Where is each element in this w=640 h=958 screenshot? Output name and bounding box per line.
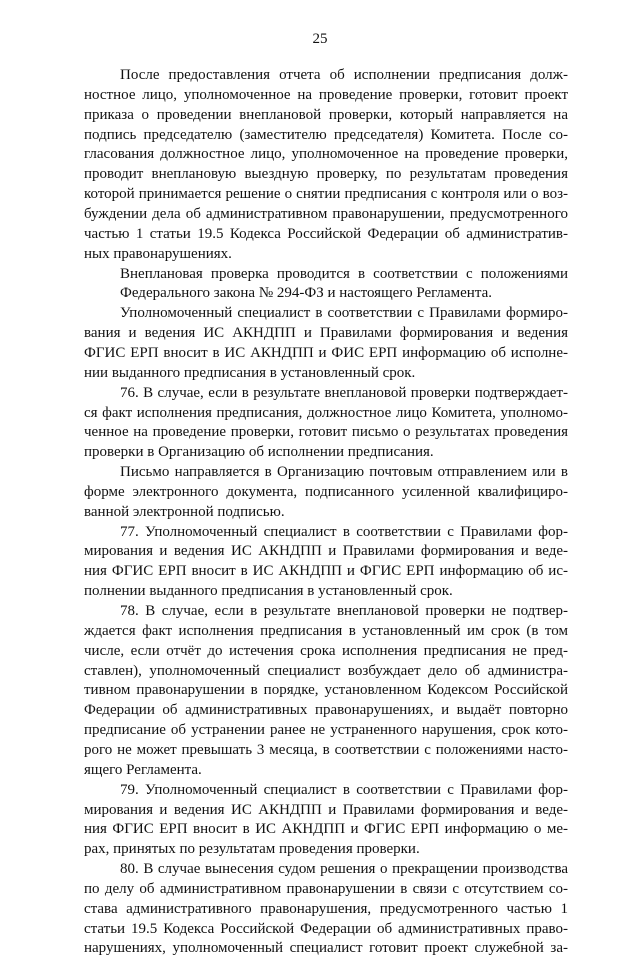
text-line: тивном правонарушении в порядке, установленном Кодексом Российской bbox=[84, 682, 568, 699]
text-line: приказа о проведении внеплановой проверки, который направляется на bbox=[84, 106, 568, 123]
text-line: Уполномоченный специалист в соответствии с Правилами формиро- bbox=[120, 305, 568, 322]
text-line: рах, принятых по результатам проведения проверки. bbox=[84, 841, 420, 858]
text-line: 76. В случае, если в результате внеплановой проверки подтверждает- bbox=[120, 384, 568, 401]
text-line: подпись председателю (заместителю председателя) Комитета. После со- bbox=[84, 126, 568, 143]
text-line: ФГИС ЕРП вносит в ИС АКНДПП и ФИС ЕРП информацию об исполне- bbox=[84, 344, 568, 361]
text-line: статьи 19.5 Кодекса Российской Федерации об административных право- bbox=[84, 920, 568, 937]
text-line: Федерального закона № 294-ФЗ и настоящего Регламента. bbox=[120, 285, 492, 302]
text-line: форме электронного документа, подписанного усиленной квалифициро- bbox=[84, 483, 568, 500]
text-line: ния ФГИС ЕРП вносит в ИС АКНДПП и ФГИС ЕРП информацию об ис- bbox=[84, 563, 568, 580]
text-line: проводит внеплановую выездную проверку, по результатам проведения bbox=[84, 166, 568, 183]
text-line: частью 1 статьи 19.5 Кодекса Российской Федерации об административ- bbox=[84, 225, 568, 242]
text-line: ния ФГИС ЕРП вносит в ИС АКНДПП и ФГИС ЕРП информацию о ме- bbox=[84, 821, 568, 838]
text-line: После предоставления отчета об исполнении предписания долж- bbox=[120, 67, 568, 83]
text-line: Федерации об административных правонарушениях, и выдаёт повторно bbox=[84, 702, 568, 719]
text-line: буждении дела об административном правонарушении, предусмотренного bbox=[84, 206, 568, 222]
text-line: нии выданного предписания в установленный срок. bbox=[84, 364, 416, 381]
text-line: которой принимается решение о снятии предписания с контроля или о воз- bbox=[84, 186, 568, 203]
text-line: 79. Уполномоченный специалист в соответствии с Правилами фор- bbox=[120, 781, 568, 798]
text-line: ностное лицо, уполномоченное на проведение проверки, готовит проект bbox=[84, 86, 568, 103]
text-line: Письмо направляется в Организацию почтовым отправлением или в bbox=[120, 464, 568, 480]
text-line: ных правонарушениях. bbox=[84, 245, 232, 262]
text-line: числе, если отчёт до истечения срока исполнения предписания не пред- bbox=[84, 642, 568, 659]
text-line: ставлен), уполномоченный специалист возбуждает дело об администра- bbox=[84, 662, 568, 679]
text-line: мирования и ведения ИС АКНДПП и Правилами формирования и веде- bbox=[84, 543, 568, 560]
text-line: полнении выданного предписания в установленный срок. bbox=[84, 583, 453, 600]
text-line: 77. Уполномоченный специалист в соответствии с Правилами фор- bbox=[120, 523, 568, 540]
text-line: по делу об административном правонарушении в связи с отсутствием со- bbox=[84, 880, 568, 897]
text-line: проверки в Организацию об исполнении предписания. bbox=[84, 444, 434, 461]
text-line: нарушениях, уполномоченный специалист готовит проект служебной за- bbox=[84, 940, 568, 957]
text-line: ченное на проведение проверки, готовит письмо о результатах проведения bbox=[84, 424, 568, 441]
text-line: ванной электронной подписью. bbox=[84, 503, 285, 520]
text-line: мирования и ведения ИС АКНДПП и Правилами формирования и веде- bbox=[84, 801, 568, 818]
text-line: вания и ведения ИС АКНДПП и Правилами формирования и ведения bbox=[84, 325, 568, 342]
text-line: предписание об устранении ранее не устраненного нарушения, срок кото- bbox=[84, 722, 568, 739]
text-line: става административного правонарушения, предусмотренного частью 1 bbox=[84, 900, 568, 917]
page-number: 25 bbox=[312, 31, 328, 47]
text-line: 78. В случае, если в результате внеплановой проверки не подтвер- bbox=[120, 603, 568, 619]
text-line: ящего Регламента. bbox=[84, 761, 202, 778]
text-line: гласования должностное лицо, уполномоченное на проведение проверки, bbox=[84, 146, 568, 163]
text-line: ждается факт исполнения предписания в установленный им срок (в том bbox=[84, 622, 568, 639]
text-line: Внеплановая проверка проводится в соответствии с положениями bbox=[120, 265, 568, 282]
text-line: 80. В случае вынесения судом решения о прекращении производства bbox=[120, 861, 568, 877]
text-line: рого не может превышать 3 месяца, в соответствии с положениями насто- bbox=[84, 741, 568, 758]
text-line: ся факт исполнения предписания, должностное лицо Комитета, уполномо- bbox=[84, 404, 568, 421]
